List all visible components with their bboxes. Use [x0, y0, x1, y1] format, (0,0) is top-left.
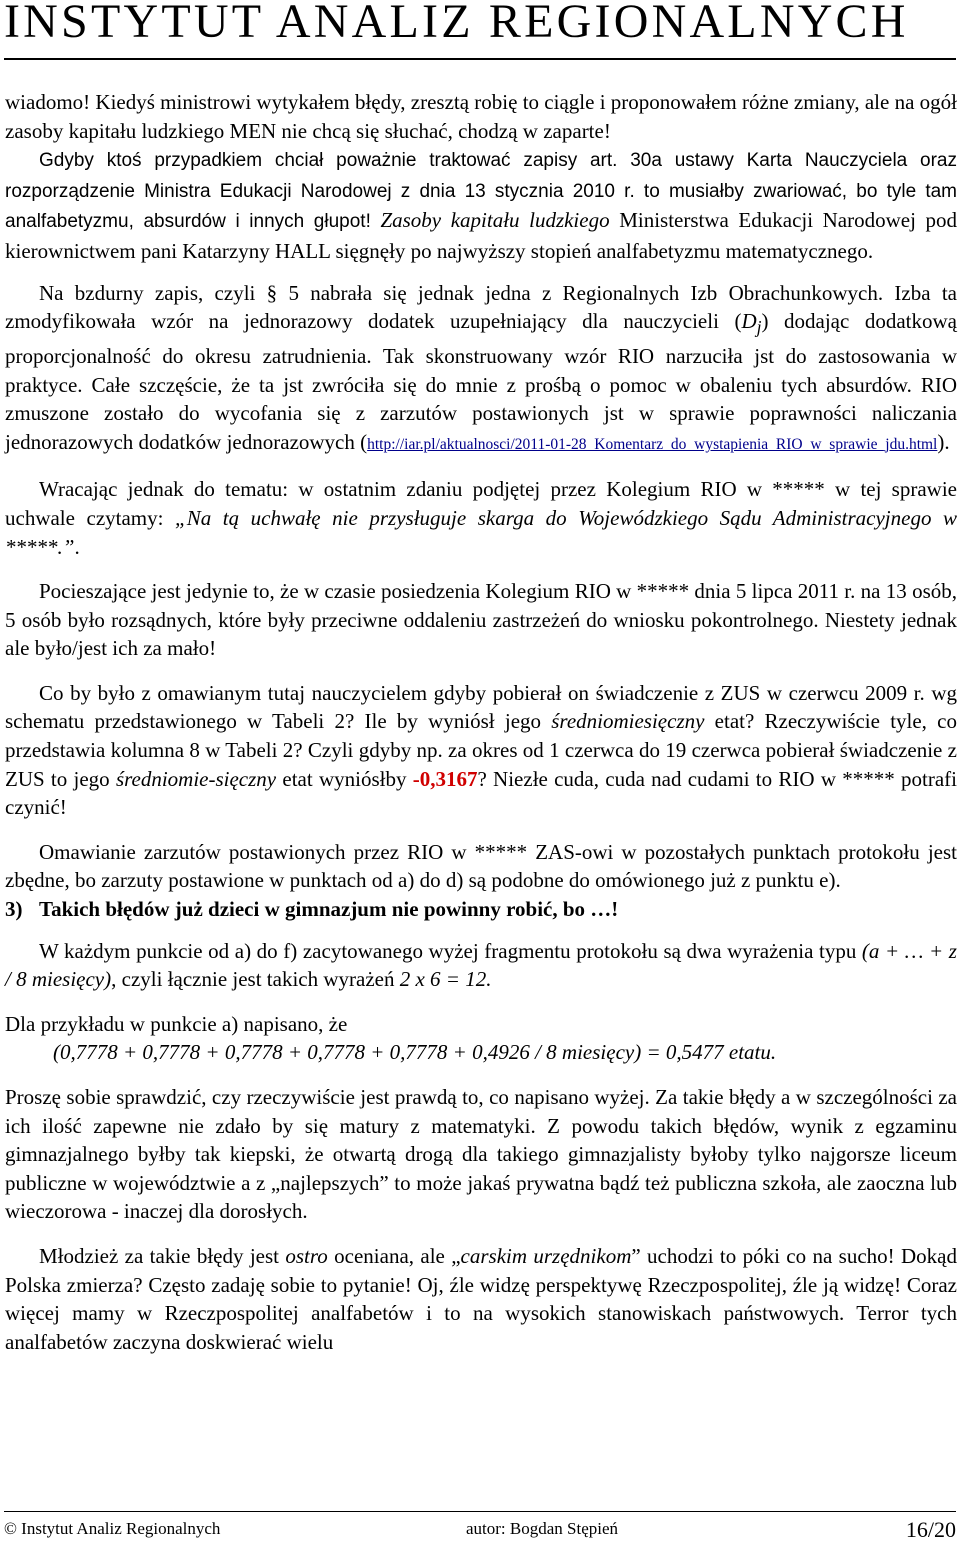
paragraph-5-text: Pocieszające jest jedynie to, że w czasie posiedzenia Kolegium RIO w ***** dnia 5 lipca 2011 r. na 13 osób, 5 osób było rozsądnych, które były przeciwne oddaleniu zastrzeżeń do wniosku pokontrolnego. Niestety jednak ale było/jest ich za mało! — [5, 579, 957, 661]
section-heading — [5, 895, 957, 924]
paragraph-6-italic-2: średniomie-sięczny — [115, 766, 277, 791]
section-number: 3) — [5, 897, 23, 922]
paragraph-7 — [5, 838, 957, 895]
header-title: INSTYTUT ANALIZ REGIONALNYCH — [4, 0, 909, 48]
page-header — [0, 0, 960, 62]
paragraph-1 — [5, 88, 957, 145]
paragraph-8-text-b: , czyli łącznie jest takich wyrażeń — [111, 967, 400, 992]
dj-subscript: j — [756, 317, 762, 338]
paragraph-6-text-a: Co by było z omawianym tutaj nauczycielem gdyby pobierał on świadczenie z ZUS w czerwcu 2009 r. wg schematu przedstawionego w Tabeli 2? Ile by wyniósł jego — [5, 680, 957, 734]
paragraph-2-text-c: Ministerstwa Edukacji Narodowej pod kierownictwem pani Katarzyny HALL sięgnęły po najwyższy stopień analfabetyzmu matematycznego. — [5, 208, 958, 263]
paragraph-10-text: Proszę sobie sprawdzić, czy rzeczywiście jest prawdą to, co napisano wyżej. Za takie błędy a w szczególności za ich ilość zapewne nie zdało by się matury z matematyki. Z powodu takich błędów, wynik z egzaminu gimnazjalnego byłby tak kiepski, że otwartą drogą dla takiego gimnazjalisty byłoby tylko najgorsze liceum publiczne w województwie a z „najlepszych” to może jakaś prywatna bądź też publiczna szkoła, ale zaoczna lub wieczorowa - inaczej dla dorosłych. — [5, 1085, 957, 1224]
paragraph-8 — [5, 937, 957, 994]
paragraph-6-text-b: etat? Rzeczywiście tyle, co przedstawia kolumna 8 w Tabeli 2? Czyli gdyby np. za okres od 1 czerwca do 19 czerwca pobierał świadczenie z ZUS to jego — [5, 709, 957, 791]
paragraph-3 — [5, 279, 957, 460]
paragraph-1-text: wiadomo! Kiedyś ministrowi wytykałem błędy, zresztą robię to ciągle i proponowałem różne zmiany, ale na ogół zasoby kapitału ludzkiego MEN nie chcą się słuchać, chodzą w zaparte! — [5, 90, 957, 143]
paragraph-4-text-b: . — [74, 534, 80, 559]
paragraph-8-count: 2 x 6 = 12. — [399, 967, 492, 992]
paragraph-8-expression: (a + … + z / 8 miesięcy) — [5, 938, 957, 992]
footer-rule — [4, 1511, 956, 1512]
paragraph-7-text: Omawianie zarzutów postawionych przez RIO w ***** ZAS-owi w pozostałych punktach protokołu jest zbędne, bo zarzuty postawione w punktach od a) do d) są podobne do omówionego już z punktu e). — [5, 839, 957, 893]
rio-article-link[interactable]: http://iar.pl/aktualnosci/2011-01-28_Komentarz_do_wystapienia_RIO_w_sprawie_jdu.html — [367, 435, 938, 453]
page-number: 16/20 — [905, 1517, 956, 1542]
paragraph-11-text-b: oceniana, ale „ — [327, 1243, 461, 1268]
page-footer — [4, 1519, 956, 1543]
paragraph-9-text: Dla przykładu w punkcie a) napisano, że — [5, 1011, 348, 1036]
paragraph-4-quote: „Na tą uchwałę nie przysługuje skarga do Wojewódzkiego Sądu Administracyjnego w *****.” — [5, 505, 958, 559]
paragraph-11-italic-1: ostro — [285, 1243, 328, 1268]
paragraph-9 — [5, 1010, 957, 1039]
paragraph-8-text-a: W każdym punkcie od a) do f) zacytowanego wyżej fragmentu protokołu są dwa wyrażenia typu — [39, 938, 862, 963]
paragraph-4 — [5, 475, 957, 561]
dj-symbol: D — [741, 309, 757, 334]
paragraph-3-text-a: Na bzdurny zapis, czyli § 5 nabrała się jednak jedna z Regionalnych Izb Obrachunkowych. Izba ta zmodyfikowała wzór na jednorazowy dodatek uzupełniający dla nauczycieli ( — [5, 280, 957, 334]
section-title: Takich błędów już dzieci w gimnazjum nie powinny robić, bo …! — [39, 897, 619, 922]
highlighted-value: -0,3167 — [412, 766, 478, 791]
paragraph-11-text-c: ” uchodzi to póki co na sucho! Dokąd Polska zmierza? Często zadaję sobie to pytanie! Oj, źle widzę perspektywę Rzeczpospolitej, źle ją widzę! Coraz więcej mamy w Rzeczpospolitej analfabetów i to na wysokich stanowiskach państwowych. Terror tych analfabetów zaczyna doskwierać wielu — [5, 1243, 957, 1354]
paragraph-3-text-b: ) dodając dodatkową proporcjonalność do okresu zatrudnienia. Tak skonstruowany wzór RIO narzuciła jst do zastosowania w praktyce. Całe szczęście, że ta jst zwróciła się do mnie z prośbą o pomoc w obaleniu tych absurdów. RIO zmuszone zostało do wycofania się z zarzutów postawionych jst w sprawie poprawności naliczania jednorazowych dodatków jednorazowych ( — [5, 309, 957, 454]
article-body — [5, 88, 957, 1356]
paragraph-11-text-a: Młodzież za takie błędy jest — [39, 1243, 286, 1268]
formula-text: (0,7778 + 0,7778 + 0,7778 + 0,7778 + 0,7778 + 0,4926 / 8 miesięcy) = 0,5477 etatu. — [53, 1040, 777, 1065]
footer-copyright: © Instytut Analiz Regionalnych — [4, 1519, 221, 1538]
paragraph-3-text-c: ). — [937, 429, 950, 454]
paragraph-6-text-c: etat wyniósłby — [276, 766, 413, 791]
paragraph-11 — [5, 1242, 957, 1356]
footer-author: autor: Bogdan Stępień — [466, 1519, 619, 1538]
paragraph-6-italic-1: średniomiesięczny — [551, 709, 705, 734]
formula — [5, 1038, 957, 1067]
paragraph-11-italic-2: carskim urzędnikom — [460, 1243, 632, 1268]
paragraph-6 — [5, 679, 957, 822]
paragraph-5 — [5, 577, 957, 663]
paragraph-10 — [5, 1083, 957, 1226]
paragraph-2 — [5, 145, 957, 265]
paragraph-2-italic: Zasoby kapitału ludzkiego — [380, 208, 610, 233]
paragraph-6-text-d: ? Niezłe cuda, cuda nad cudami to RIO w ***** potrafi czynić! — [5, 766, 957, 820]
header-rule — [4, 58, 956, 60]
paragraph-2-text-a: Gdyby ktoś przypadkiem chciał poważnie traktować zapisy art. 30a ustawy Karta Nauczyciela oraz rozporządzenie Ministra Edukacji Narodowej z dnia 13 stycznia 2010 r. to musiałby zwariować, bo tyle tam analfabetyzmu, absurdów i innych głupot! — [5, 150, 957, 233]
paragraph-4-text-a: Wracając jednak do tematu: w ostatnim zdaniu podjętej przez Kolegium RIO w ***** w tej sprawie uchwale czytamy: — [5, 477, 957, 530]
